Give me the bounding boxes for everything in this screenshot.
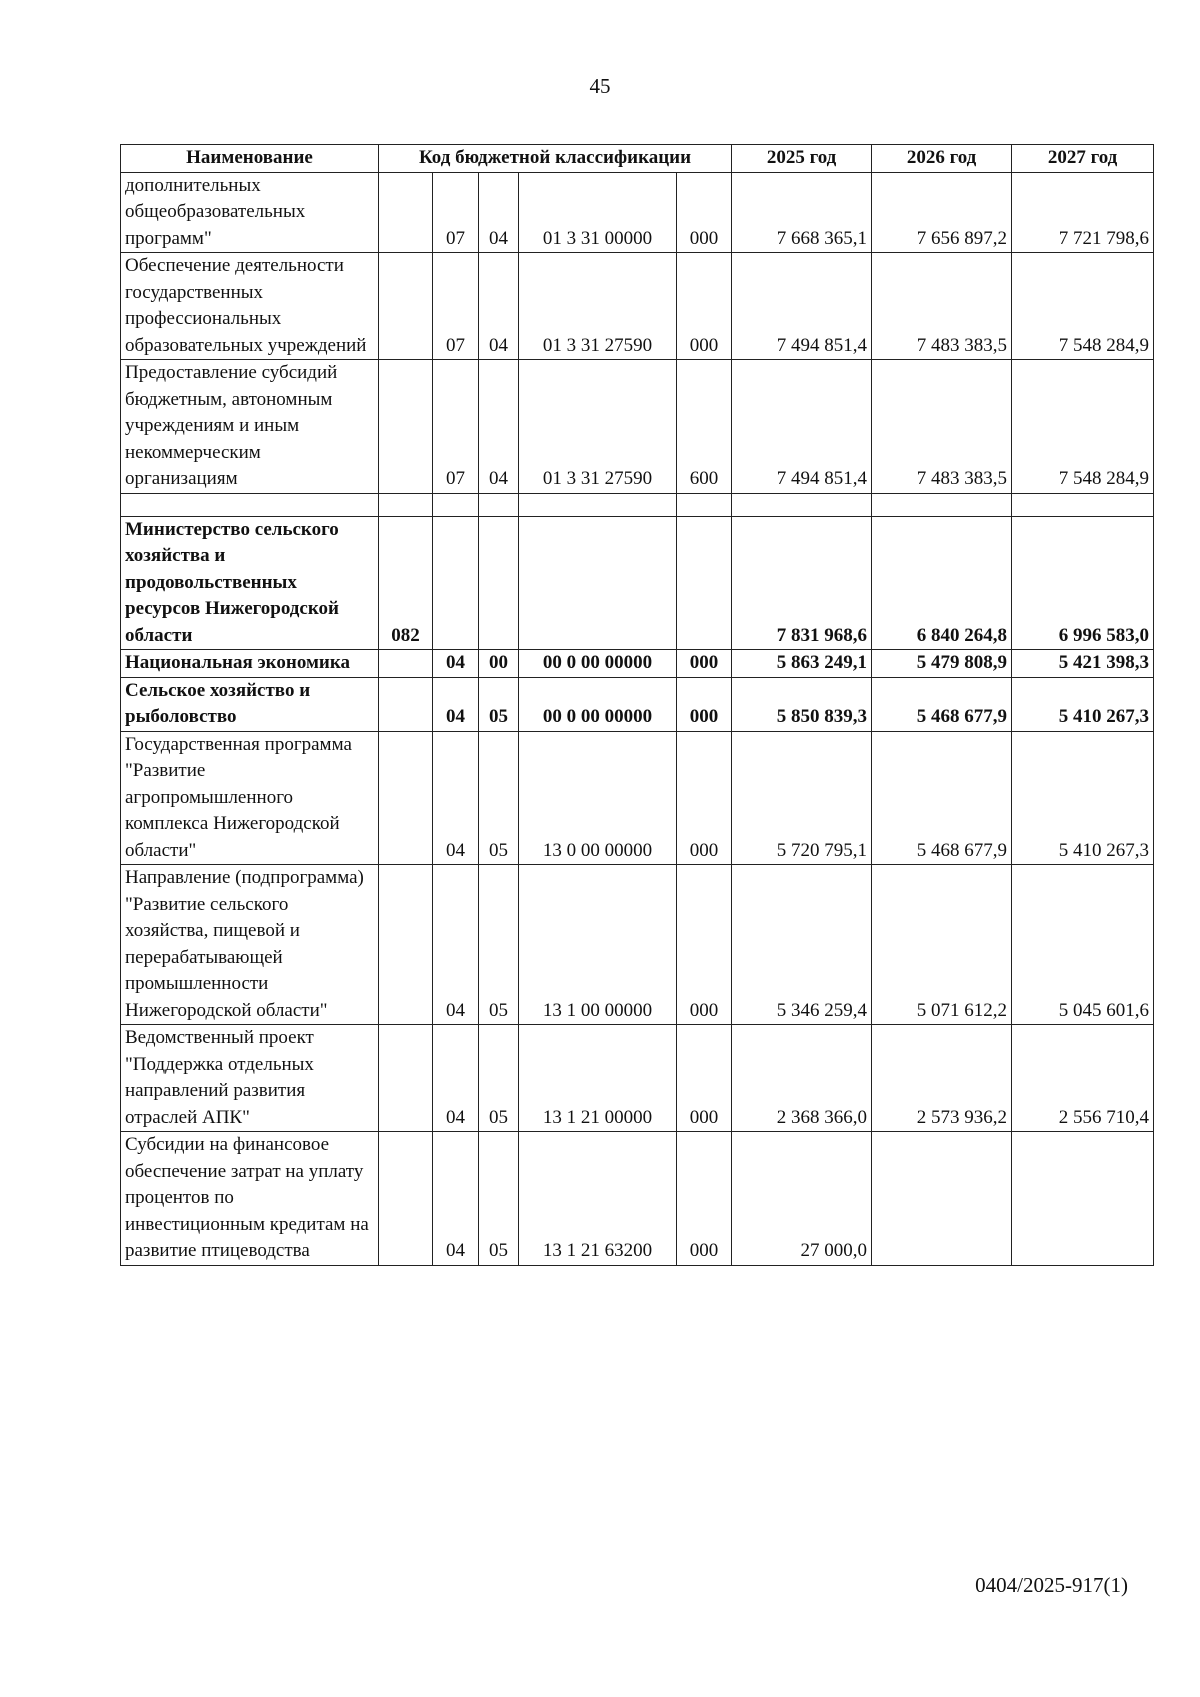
cell-2027: 7 721 798,6 — [1012, 172, 1154, 253]
cell-dept-code — [379, 360, 433, 494]
cell-target-item: 00 0 00 00000 — [519, 677, 677, 731]
header-2027: 2027 год — [1012, 145, 1154, 173]
cell-section: 04 — [433, 1025, 479, 1132]
cell-name: Направление (подпрограмма) "Развитие сельского хозяйства, пищевой и перерабатывающей промышленности Нижегородской области" — [121, 865, 379, 1025]
cell-subsection: 05 — [479, 865, 519, 1025]
cell-2027: 7 548 284,9 — [1012, 360, 1154, 494]
cell-section: 07 — [433, 172, 479, 253]
cell-2026 — [872, 493, 1012, 516]
cell-name: Ведомственный проект "Поддержка отдельных направлений развития отраслей АПК" — [121, 1025, 379, 1132]
cell-subsection: 05 — [479, 731, 519, 865]
cell-2026: 7 656 897,2 — [872, 172, 1012, 253]
cell-dept-code — [379, 253, 433, 360]
cell-target-item: 13 1 21 63200 — [519, 1132, 677, 1266]
table-row — [121, 516, 1154, 650]
cell-2027: 7 548 284,9 — [1012, 253, 1154, 360]
cell-target-item: 01 3 31 27590 — [519, 253, 677, 360]
cell-2027: 5 410 267,3 — [1012, 731, 1154, 865]
cell-2026: 2 573 936,2 — [872, 1025, 1012, 1132]
cell-expense-type: 000 — [677, 865, 732, 1025]
cell-2027: 5 421 398,3 — [1012, 650, 1154, 678]
cell-name: Предоставление субсидий бюджетным, автономным учреждениям и иным некоммерческим организациям — [121, 360, 379, 494]
cell-2025: 2 368 366,0 — [732, 1025, 872, 1132]
cell-subsection: 05 — [479, 1132, 519, 1266]
cell-target-item: 00 0 00 00000 — [519, 650, 677, 678]
cell-2027 — [1012, 1132, 1154, 1266]
header-2026: 2026 год — [872, 145, 1012, 173]
table-row — [121, 1132, 1154, 1266]
cell-subsection: 04 — [479, 172, 519, 253]
cell-subsection: 00 — [479, 650, 519, 678]
cell-2025: 27 000,0 — [732, 1132, 872, 1266]
cell-expense-type — [677, 516, 732, 650]
cell-expense-type: 000 — [677, 1132, 732, 1266]
cell-2025: 5 850 839,3 — [732, 677, 872, 731]
cell-subsection — [479, 516, 519, 650]
document-code: 0404/2025-917(1) — [975, 1573, 1128, 1597]
cell-target-item — [519, 516, 677, 650]
cell-2027: 2 556 710,4 — [1012, 1025, 1154, 1132]
cell-expense-type — [677, 493, 732, 516]
cell-section — [433, 493, 479, 516]
cell-expense-type: 000 — [677, 731, 732, 865]
cell-2025: 5 720 795,1 — [732, 731, 872, 865]
table-row — [121, 650, 1154, 678]
cell-section: 07 — [433, 360, 479, 494]
cell-dept-code — [379, 172, 433, 253]
cell-name: Национальная экономика — [121, 650, 379, 678]
cell-expense-type: 000 — [677, 677, 732, 731]
cell-expense-type: 000 — [677, 1025, 732, 1132]
cell-2027 — [1012, 493, 1154, 516]
header-name: Наименование — [121, 145, 379, 173]
cell-name — [121, 493, 379, 516]
cell-section: 04 — [433, 677, 479, 731]
cell-section: 04 — [433, 865, 479, 1025]
cell-section: 07 — [433, 253, 479, 360]
cell-expense-type: 600 — [677, 360, 732, 494]
cell-name: Обеспечение деятельности государственных профессиональных образовательных учреждений — [121, 253, 379, 360]
cell-dept-code — [379, 677, 433, 731]
cell-2025: 7 668 365,1 — [732, 172, 872, 253]
table-row — [121, 253, 1154, 360]
cell-target-item — [519, 493, 677, 516]
cell-dept-code — [379, 731, 433, 865]
cell-2027: 6 996 583,0 — [1012, 516, 1154, 650]
cell-name: Сельское хозяйство и рыболовство — [121, 677, 379, 731]
cell-target-item: 13 1 00 00000 — [519, 865, 677, 1025]
cell-name: Министерство сельского хозяйства и продовольственных ресурсов Нижегородской области — [121, 516, 379, 650]
table-row — [121, 360, 1154, 494]
cell-2026: 7 483 383,5 — [872, 253, 1012, 360]
cell-target-item: 01 3 31 00000 — [519, 172, 677, 253]
cell-2026: 6 840 264,8 — [872, 516, 1012, 650]
header-row — [121, 145, 1154, 173]
table-row — [121, 677, 1154, 731]
cell-subsection — [479, 493, 519, 516]
cell-2026: 5 479 808,9 — [872, 650, 1012, 678]
cell-2026: 5 468 677,9 — [872, 677, 1012, 731]
cell-2025 — [732, 493, 872, 516]
cell-section: 04 — [433, 731, 479, 865]
cell-section: 04 — [433, 650, 479, 678]
cell-dept-code — [379, 1025, 433, 1132]
cell-2027: 5 045 601,6 — [1012, 865, 1154, 1025]
cell-2025: 5 863 249,1 — [732, 650, 872, 678]
cell-2026: 7 483 383,5 — [872, 360, 1012, 494]
table-row — [121, 731, 1154, 865]
table-row — [121, 493, 1154, 516]
cell-target-item: 01 3 31 27590 — [519, 360, 677, 494]
cell-name: Субсидии на финансовое обеспечение затрат на уплату процентов по инвестиционным кредитам на развитие птицеводства — [121, 1132, 379, 1266]
cell-expense-type: 000 — [677, 253, 732, 360]
cell-subsection: 05 — [479, 1025, 519, 1132]
cell-2025: 7 831 968,6 — [732, 516, 872, 650]
budget-table — [120, 144, 1154, 1266]
table-row — [121, 172, 1154, 253]
cell-subsection: 04 — [479, 360, 519, 494]
cell-dept-code — [379, 865, 433, 1025]
table-row — [121, 1025, 1154, 1132]
page-number: 45 — [589, 74, 611, 98]
cell-target-item: 13 1 21 00000 — [519, 1025, 677, 1132]
cell-dept-code — [379, 493, 433, 516]
header-code: Код бюджетной классификации — [379, 145, 732, 173]
cell-2025: 7 494 851,4 — [732, 360, 872, 494]
cell-2025: 5 346 259,4 — [732, 865, 872, 1025]
table-row — [121, 865, 1154, 1025]
cell-expense-type: 000 — [677, 172, 732, 253]
cell-subsection: 04 — [479, 253, 519, 360]
cell-target-item: 13 0 00 00000 — [519, 731, 677, 865]
cell-subsection: 05 — [479, 677, 519, 731]
header-2025: 2025 год — [732, 145, 872, 173]
cell-2026: 5 468 677,9 — [872, 731, 1012, 865]
cell-2026: 5 071 612,2 — [872, 865, 1012, 1025]
cell-2027: 5 410 267,3 — [1012, 677, 1154, 731]
cell-expense-type: 000 — [677, 650, 732, 678]
cell-section — [433, 516, 479, 650]
cell-dept-code — [379, 650, 433, 678]
cell-section: 04 — [433, 1132, 479, 1266]
cell-2026 — [872, 1132, 1012, 1266]
cell-dept-code: 082 — [379, 516, 433, 650]
cell-name: дополнительных общеобразовательных программ" — [121, 172, 379, 253]
cell-name: Государственная программа "Развитие агропромышленного комплекса Нижегородской области" — [121, 731, 379, 865]
cell-dept-code — [379, 1132, 433, 1266]
cell-2025: 7 494 851,4 — [732, 253, 872, 360]
